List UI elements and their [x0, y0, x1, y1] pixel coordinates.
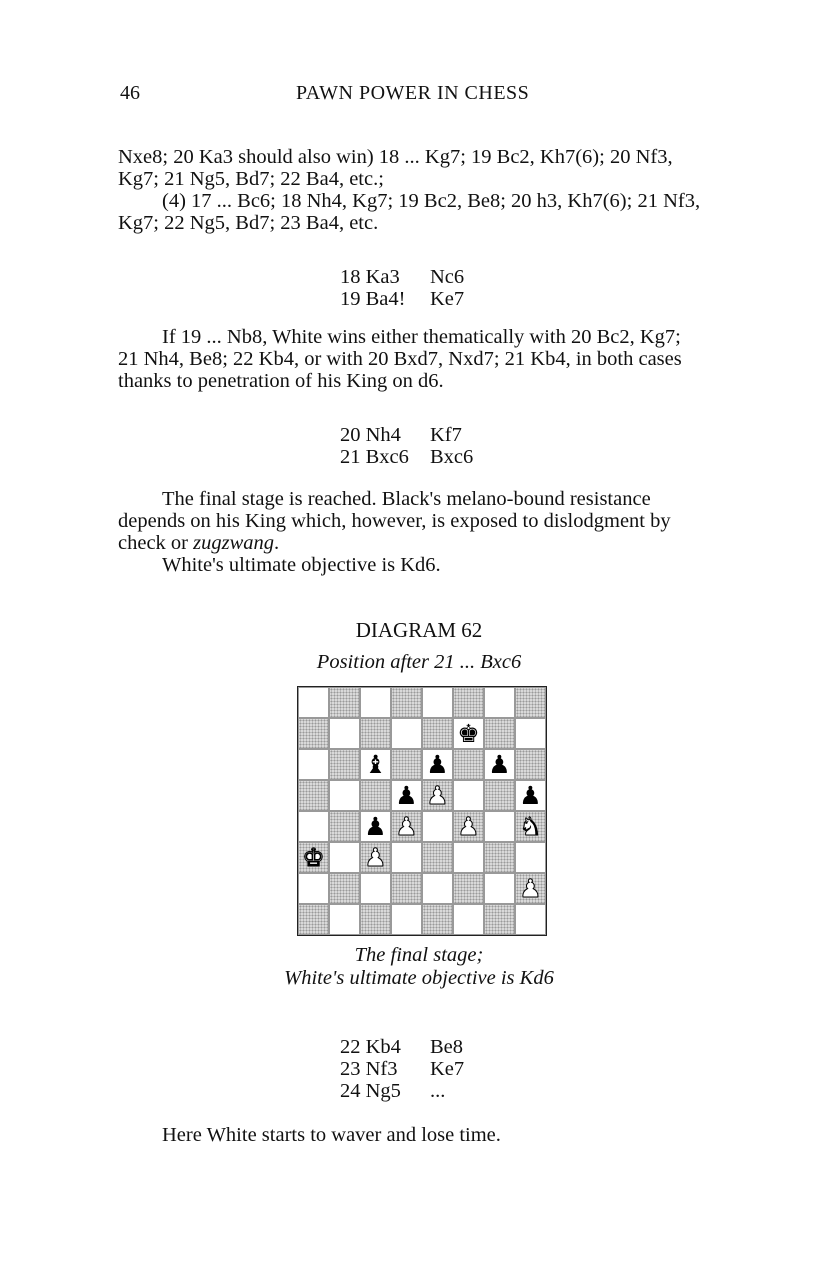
black-pawn-icon: ♟: [364, 812, 387, 841]
board-square: [453, 749, 484, 780]
board-square: [515, 904, 546, 935]
board-square: [453, 904, 484, 935]
board-square: [453, 842, 484, 873]
board-square: [422, 780, 453, 811]
white-move: 24 Ng5: [340, 1080, 401, 1102]
board-square: [484, 780, 515, 811]
diagram-subtitle: Position after 21 ... Bxc6: [316, 651, 522, 673]
board-square: [515, 811, 546, 842]
paragraph-line: Nxe8; 20 Ka3 should also win) 18 ... Kg7; 19 Bc2, Kh7(6); 20 Nf3,: [118, 146, 673, 168]
black-pawn-icon: ♟: [488, 750, 511, 779]
board-square: [329, 780, 360, 811]
board-square: [360, 718, 391, 749]
text-span: .: [274, 532, 280, 554]
board-square: [298, 904, 329, 935]
black-move: Kf7: [430, 424, 462, 446]
board-square: [360, 811, 391, 842]
paragraph-3: [118, 326, 724, 392]
board-square: [484, 749, 515, 780]
paragraph-line: [118, 532, 724, 554]
paragraph-line: Kg7; 21 Ng5, Bd7; 22 Ba4, etc.;: [118, 168, 384, 190]
paragraph-line: The final stage is reached. Black's melano-bound resistance: [162, 488, 651, 510]
white-pawn-icon: ♟: [519, 874, 542, 903]
board-square: [391, 749, 422, 780]
text-span: check or: [118, 532, 194, 554]
moves-block-3: [340, 1036, 464, 1102]
board-square: [422, 904, 453, 935]
paragraph-6: [118, 1124, 724, 1146]
board-square: [360, 842, 391, 873]
board-square: [453, 718, 484, 749]
board-square: [484, 904, 515, 935]
white-knight-icon: ♞: [519, 812, 542, 841]
board-square: [360, 873, 391, 904]
paragraph-line: Here White starts to waver and lose time.: [162, 1124, 501, 1146]
board-square: [484, 687, 515, 718]
white-pawn-icon: ♟: [364, 843, 387, 872]
board-square: [298, 873, 329, 904]
white-pawn-icon: ♟: [426, 781, 449, 810]
move-row: [340, 1058, 464, 1080]
board-square: [484, 811, 515, 842]
board-square: [484, 842, 515, 873]
black-pawn-icon: ♟: [426, 750, 449, 779]
black-move: Ke7: [430, 1058, 465, 1080]
white-move: 20 Nh4: [340, 424, 401, 446]
board-square: [329, 718, 360, 749]
board-square: [453, 811, 484, 842]
board-square: [391, 780, 422, 811]
paragraph-line: (4) 17 ... Bc6; 18 Nh4, Kg7; 19 Bc2, Be8; 20 h3, Kh7(6); 21 Nf3,: [162, 190, 701, 212]
board-square: [422, 718, 453, 749]
italic-term: zugzwang: [193, 532, 275, 554]
board-square: [391, 873, 422, 904]
board-square: [298, 780, 329, 811]
board-square: [329, 842, 360, 873]
white-move: 22 Kb4: [340, 1036, 401, 1058]
board-square: [360, 780, 391, 811]
diagram-title: DIAGRAM 62: [355, 618, 483, 642]
board-square: [422, 842, 453, 873]
board-square: [329, 749, 360, 780]
board-square: [391, 687, 422, 718]
board-square: [360, 904, 391, 935]
running-title: PAWN POWER IN CHESS: [296, 82, 530, 104]
chess-board: [297, 686, 547, 936]
black-move: Be8: [430, 1036, 464, 1058]
board-square: [298, 718, 329, 749]
board-square: [484, 873, 515, 904]
paragraph-1: [118, 146, 724, 190]
board-square: [515, 687, 546, 718]
board-square: [298, 687, 329, 718]
board-square: [329, 811, 360, 842]
board-square: [515, 718, 546, 749]
board-square: [453, 687, 484, 718]
board-square: [298, 842, 329, 873]
paragraph-line: 21 Nh4, Be8; 22 Kb4, or with 20 Bxd7, Nxd7; 21 Kb4, in both cases: [118, 348, 682, 370]
move-row: [340, 288, 464, 310]
move-row: [340, 1080, 464, 1102]
paragraph-line: thanks to penetration of his King on d6.: [118, 370, 444, 392]
white-move: 21 Bxc6: [340, 446, 409, 468]
white-pawn-icon: ♟: [395, 812, 418, 841]
black-bishop-icon: ♝: [364, 750, 387, 779]
black-move: ...: [430, 1080, 446, 1102]
board-square: [515, 842, 546, 873]
board-square: [453, 873, 484, 904]
black-move: Bxc6: [430, 446, 474, 468]
black-move: Nc6: [430, 266, 465, 288]
board-square: [515, 780, 546, 811]
board-square: [422, 811, 453, 842]
white-move: 19 Ba4!: [340, 288, 406, 310]
board-square: [422, 749, 453, 780]
diagram-caption: [0, 944, 838, 990]
black-move: Ke7: [430, 288, 465, 310]
paragraph-line: Kg7; 22 Ng5, Bd7; 23 Ba4, etc.: [118, 212, 379, 234]
board-square: [298, 811, 329, 842]
paragraph-4: [118, 488, 724, 576]
white-move: 23 Nf3: [340, 1058, 398, 1080]
board-square: [515, 749, 546, 780]
white-king-icon: ♚: [302, 843, 325, 872]
paragraph-line: White's ultimate objective is Kd6.: [162, 554, 441, 576]
page-number: 46: [120, 82, 140, 104]
black-pawn-icon: ♟: [519, 781, 542, 810]
move-row: [340, 424, 473, 446]
moves-block-2: [340, 424, 473, 468]
caption-line: The final stage;: [354, 944, 484, 966]
board-square: [453, 780, 484, 811]
board-square: [391, 811, 422, 842]
caption-line: White's ultimate objective is Kd6: [284, 967, 554, 989]
board-square: [515, 873, 546, 904]
board-square: [391, 904, 422, 935]
board-square: [329, 687, 360, 718]
paragraph-line: depends on his King which, however, is exposed to dislodgment by: [118, 510, 671, 532]
white-move: 18 Ka3: [340, 266, 400, 288]
board-square: [329, 904, 360, 935]
board-square: [391, 718, 422, 749]
moves-block-1: [340, 266, 464, 310]
paragraph-2: [118, 190, 724, 234]
black-king-icon: ♚: [457, 719, 480, 748]
board-square: [360, 687, 391, 718]
paragraph-line: If 19 ... Nb8, White wins either thematically with 20 Bc2, Kg7;: [162, 326, 681, 348]
board-square: [391, 842, 422, 873]
move-row: [340, 1036, 464, 1058]
white-pawn-icon: ♟: [457, 812, 480, 841]
move-row: [340, 446, 473, 468]
board-square: [329, 873, 360, 904]
board-square: [298, 749, 329, 780]
board-square: [360, 749, 391, 780]
black-pawn-icon: ♟: [395, 781, 418, 810]
board-square: [422, 873, 453, 904]
board-square: [484, 718, 515, 749]
board-square: [422, 687, 453, 718]
move-row: [340, 266, 464, 288]
